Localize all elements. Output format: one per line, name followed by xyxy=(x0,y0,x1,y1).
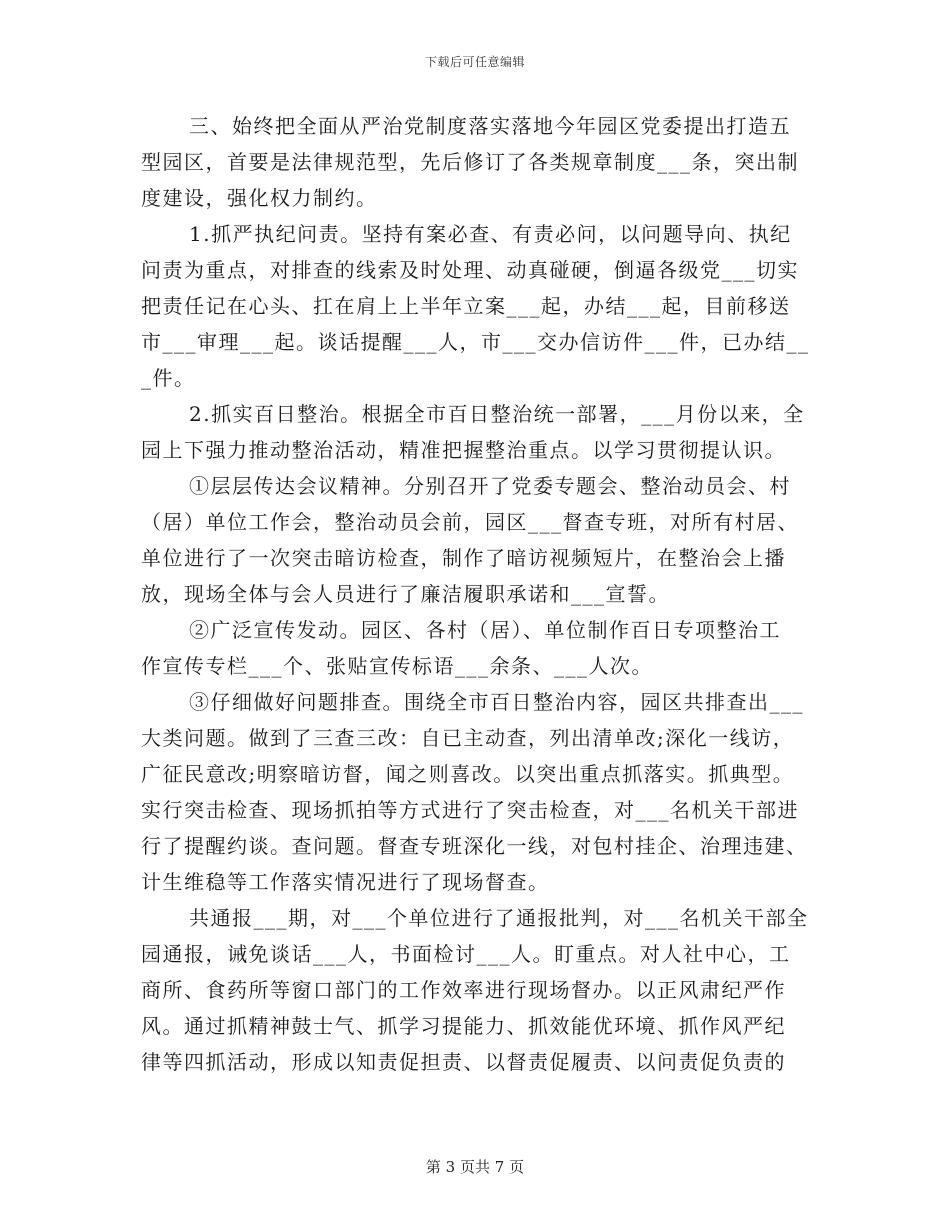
paragraph-line: _件。 xyxy=(141,366,196,390)
paragraph-line: ③仔细做好问题排查。围绕全市百日整治内容，园区共排查出___ xyxy=(189,690,804,714)
paragraph-line: 行了提醒约谈。查问题。督查专班深化一线，对包村挂企、治理违建、 xyxy=(141,834,808,858)
document-body xyxy=(141,108,813,1080)
paragraph-line: 市___审理___起。谈话提醒___人，市___交办信访件___件，已办结__ xyxy=(141,330,810,354)
paragraph-line: 风。通过抓精神鼓士气、抓学习提能力、抓效能优环境、抓作风严纪 xyxy=(141,1014,786,1038)
paragraph-line: 大类问题。做到了三查三改：自已主动查，列出清单改;深化一线访， xyxy=(141,726,795,750)
paragraph-line: 把责任记在心头、扛在肩上上半年立案___起，办结___起，目前移送 xyxy=(141,294,791,318)
paragraph-line: 1.抓严执纪问责。坚持有案必查、有责必问，以问题导向、执纪 xyxy=(189,222,792,246)
paragraph-line: 广征民意改;明察暗访督，闻之则喜改。以突出重点抓落实。抓典型。 xyxy=(141,762,795,786)
page-header: 下载后可任意编辑 xyxy=(424,55,525,69)
paragraph-line: 律等四抓活动，形成以知责促担责、以督责促履责、以问责促负责的 xyxy=(141,1050,786,1074)
paragraph-line: 单位进行了一次突击暗访检查，制作了暗访视频短片，在整治会上播 xyxy=(141,546,786,570)
paragraph-line: 放，现场全体与会人员进行了廉洁履职承诺和___宣誓。 xyxy=(141,582,670,606)
paragraph-line: 商所、食药所等窗口部门的工作效率进行现场督办。以正风肃纪严作 xyxy=(141,978,786,1002)
paragraph-line: 共通报___期，对___个单位进行了通报批判，对___名机关干部全 xyxy=(189,906,809,930)
paragraph-line: 实行突击检查、现场抓拍等方式进行了突击检查，对___名机关干部进 xyxy=(141,798,799,822)
paragraph-line: 作宣传专栏___个、张贴宣传标语___余条、___人次。 xyxy=(141,654,653,678)
paragraph-line: （居）单位工作会，整治动员会前，园区___督查专班，对所有村居、 xyxy=(141,510,799,534)
paragraph-line: ①层层传达会议精神。分别召开了党委专题会、整治动员会、村 xyxy=(189,474,791,498)
paragraph-line: 型园区，首要是法律规范型，先后修订了各类规章制度___条，突出制 xyxy=(141,150,799,174)
paragraph-line: ②广泛宣传发动。园区、各村（居）、单位制作百日专项整治工 xyxy=(189,618,781,642)
paragraph-line: 园通报，诫免谈话___人，书面检讨___人。盯重点。对人社中心，工 xyxy=(141,942,791,966)
page-number: 第 3 页共 7 页 xyxy=(425,1158,525,1176)
paragraph-line: 园上下强力推动整治活动，精准把握整治重点。以学习贯彻提认识。 xyxy=(141,438,786,462)
paragraph-line: 问责为重点，对排查的线索及时处理、动真碰硬，倒逼各级党___切实 xyxy=(141,258,799,282)
paragraph-line: 2.抓实百日整治。根据全市百日整治统一部署，___月份以来，全 xyxy=(189,402,805,426)
paragraph-line: 三、始终把全面从严治党制度落实落地今年园区党委提出打造五 xyxy=(189,114,791,138)
paragraph-line: 计生维稳等工作落实情况进行了现场督查。 xyxy=(141,870,550,894)
paragraph-line: 度建设，强化权力制约。 xyxy=(141,186,378,210)
